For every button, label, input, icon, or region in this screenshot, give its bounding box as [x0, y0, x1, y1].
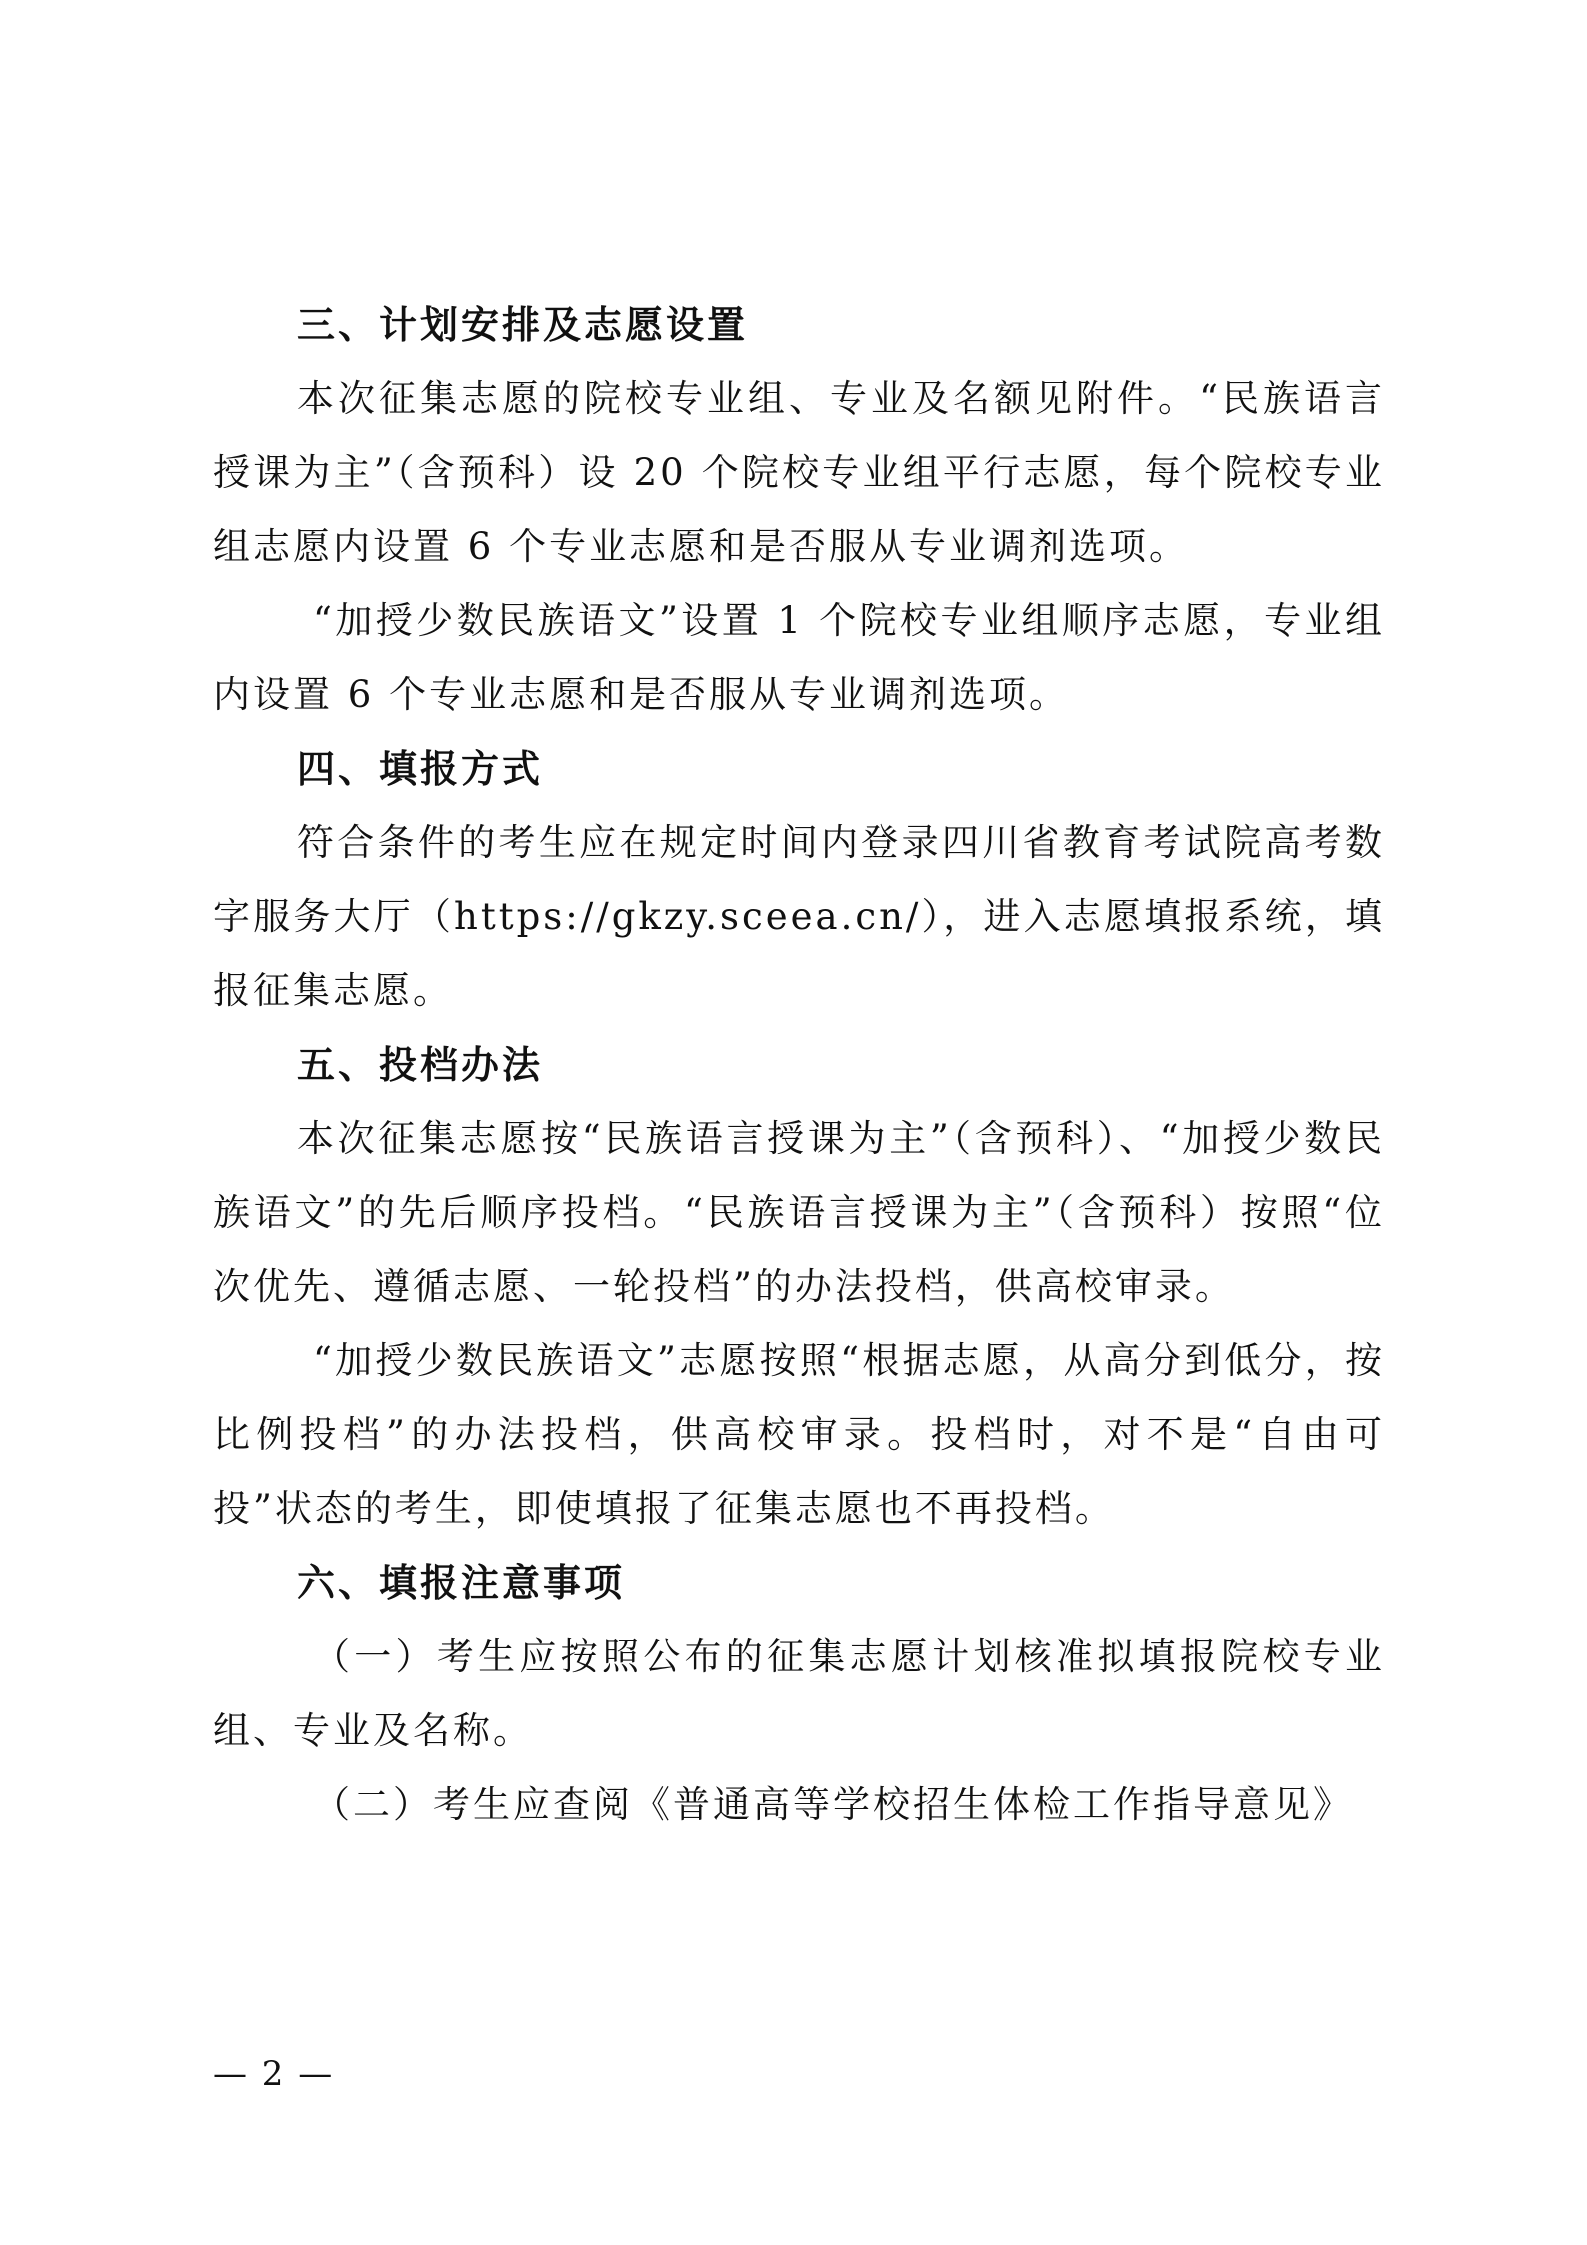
- section-heading-plan: 三、计划安排及志愿设置: [297, 303, 749, 347]
- section-heading-notes: 六、填报注意事项: [297, 1561, 626, 1605]
- section-heading-method: 四、填报方式: [297, 747, 544, 791]
- paragraph-plan-1: 本次征集志愿的院校专业组、专业及名额见附件。“民族语言授课为主”（含预科）设 20 个院校专业组平行志愿，每个院校专业组志愿内设置 6 个专业志愿和是否服从专业调剂选项。: [213, 377, 1385, 568]
- paragraph-method-1: 符合条件的考生应在规定时间内登录四川省教育考试院高考数字服务大厅（https://gkzy.sceea.cn/），进入志愿填报系统，填报征集志愿。: [213, 821, 1385, 1012]
- paragraph-admission-1: 本次征集志愿按“民族语言授课为主”（含预科）、“加授少数民族语文”的先后顺序投档。“民族语言授课为主”（含预科）按照“位次优先、遵循志愿、一轮投档”的办法投档，供高校审录。: [213, 1117, 1385, 1308]
- paragraph-plan-2: “加授少数民族语文”设置 1 个院校专业组顺序志愿，专业组内设置 6 个专业志愿和是否服从专业调剂选项。: [213, 599, 1385, 716]
- page-number: — 2 —: [213, 2054, 335, 2094]
- paragraph-admission-2: “加授少数民族语文”志愿按照“根据志愿，从高分到低分，按比例投档”的办法投档，供高校审录。投档时，对不是“自由可投”状态的考生，即使填报了征集志愿也不再投档。: [213, 1339, 1385, 1530]
- paragraph-notes-1: （一）考生应按照公布的征集志愿计划核准拟填报院校专业组、专业及名称。: [213, 1635, 1385, 1752]
- section-heading-admission: 五、投档办法: [297, 1043, 544, 1087]
- paragraph-notes-2: （二）考生应查阅《普通高等学校招生体检工作指导意见》: [313, 1783, 1353, 1826]
- document-body: [213, 288, 1385, 1842]
